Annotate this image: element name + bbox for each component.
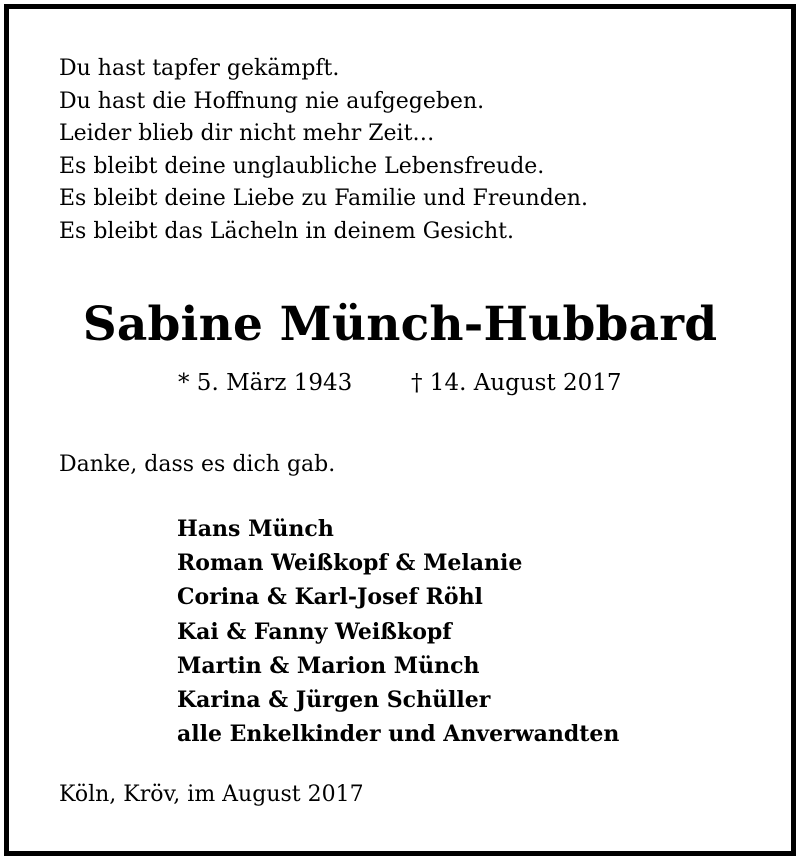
mourner-entry: Roman Weißkopf & Melanie: [177, 550, 523, 577]
mourner-entry: Karina & Jürgen Schüller: [177, 687, 491, 714]
mourner-entry: Martin & Marion Münch: [177, 652, 480, 679]
place-and-date: Köln, Kröv, im August 2017: [59, 782, 364, 807]
mourner-entry: Kai & Fanny Weißkopf: [177, 618, 452, 645]
mourners-list: [177, 512, 619, 751]
poem-line: Du hast die Hoffnung nie aufgegeben.: [59, 88, 485, 114]
deceased-name: Sabine Münch-Hubbard: [82, 297, 718, 352]
thanks-text: Danke, dass es dich gab.: [59, 452, 336, 477]
poem-line: Du hast tapfer gekämpft.: [59, 56, 340, 81]
poem-line: Leider blieb dir nicht mehr Zeit…: [59, 121, 435, 147]
death-date: † 14. August 2017: [411, 370, 622, 396]
birth-date: * 5. März 1943: [178, 370, 353, 396]
poem: [59, 53, 588, 249]
poem-line: Es bleibt deine unglaubliche Lebensfreude.: [59, 153, 545, 179]
poem-line: Es bleibt das Lächeln in deinem Gesicht.: [59, 218, 514, 244]
obituary-frame: [4, 4, 796, 856]
mourner-entry: Corina & Karl-Josef Röhl: [177, 584, 483, 611]
mourner-entry: Hans Münch: [177, 516, 334, 542]
poem-line: Es bleibt deine Liebe zu Familie und Freunden.: [59, 186, 588, 212]
mourner-entry: alle Enkelkinder und Anverwandten: [177, 721, 620, 748]
